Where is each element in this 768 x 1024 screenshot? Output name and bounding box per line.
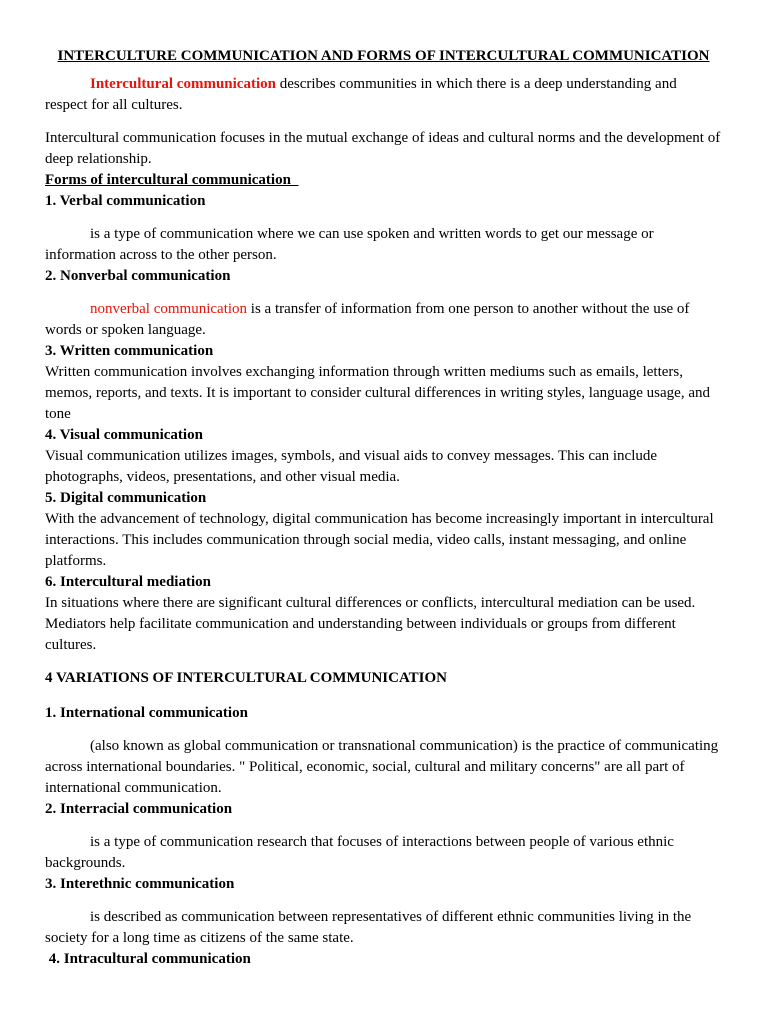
form-text-digital: With the advancement of technology, digital communication has become increasingly important in intercultural interactions. This includes communication through social media, video calls, instant messaging, and online platforms. xyxy=(45,511,714,569)
intro-text: describes communities in which there is a deep understanding and respect for all cultures. xyxy=(45,76,677,113)
form-heading-written: 3. Written communication xyxy=(45,343,214,359)
form-heading-mediation: 6. Intercultural mediation xyxy=(45,574,211,590)
variation-heading-interethnic: 3. Interethnic communication xyxy=(45,876,235,892)
variation-text-interethnic: is described as communication between representatives of different ethnic communities living in the society for a long time as citizens of the same state. xyxy=(45,909,692,946)
variation-heading-intracultural: 4. Intracultural communication xyxy=(45,951,251,967)
form-text-written: Written communication involves exchanging information through written mediums such as emails, letters, memos, reports, and texts. It is important to consider cultural differences in writing styles, language usage, and tone xyxy=(45,364,710,422)
variation-heading-interracial: 2. Interracial communication xyxy=(45,801,233,817)
intro-paragraph xyxy=(45,74,722,116)
form-heading-visual: 4. Visual communication xyxy=(45,427,203,443)
variation-heading-international: 1. International communication xyxy=(45,705,248,721)
nonverbal-term: nonverbal communication xyxy=(90,301,248,317)
form-text-mediation: In situations where there are significant cultural differences or conflicts, intercultural mediation can be used. Mediators help facilitate communication and understanding between individuals or groups from different cultures. xyxy=(45,595,696,653)
focus-paragraph: Intercultural communication focuses in the mutual exchange of ideas and cultural norms and the development of deep relationship. xyxy=(45,130,721,167)
intro-term: Intercultural communication xyxy=(90,76,276,92)
form-heading-digital: 5. Digital communication xyxy=(45,490,207,506)
document-title: INTERCULTURE COMMUNICATION AND FORMS OF INTERCULTURAL COMMUNICATION xyxy=(57,48,710,64)
forms-heading: Forms of intercultural communication xyxy=(45,172,291,188)
form-text-verbal: is a type of communication where we can use spoken and written words to get our message or information across to the other person. xyxy=(45,226,654,263)
variations-heading: 4 VARIATIONS OF INTERCULTURAL COMMUNICATION xyxy=(45,670,448,686)
variation-text-international: (also known as global communication or transnational communication) is the practice of communicating across international boundaries. " Political, economic, social, cultural and military concerns" are all part of international communication. xyxy=(45,738,719,796)
form-text-visual: Visual communication utilizes images, symbols, and visual aids to convey messages. This can include photographs, videos, presentations, and other visual media. xyxy=(45,448,658,485)
variation-text-interracial: is a type of communication research that focuses of interactions between people of various ethnic backgrounds. xyxy=(45,834,674,871)
form-text-nonverbal: nonverbal communication is a transfer of information from one person to another without the use of words or spoken language. xyxy=(45,301,690,338)
form-heading-verbal: 1. Verbal communication xyxy=(45,193,206,209)
form-heading-nonverbal: 2. Nonverbal communication xyxy=(45,268,231,284)
